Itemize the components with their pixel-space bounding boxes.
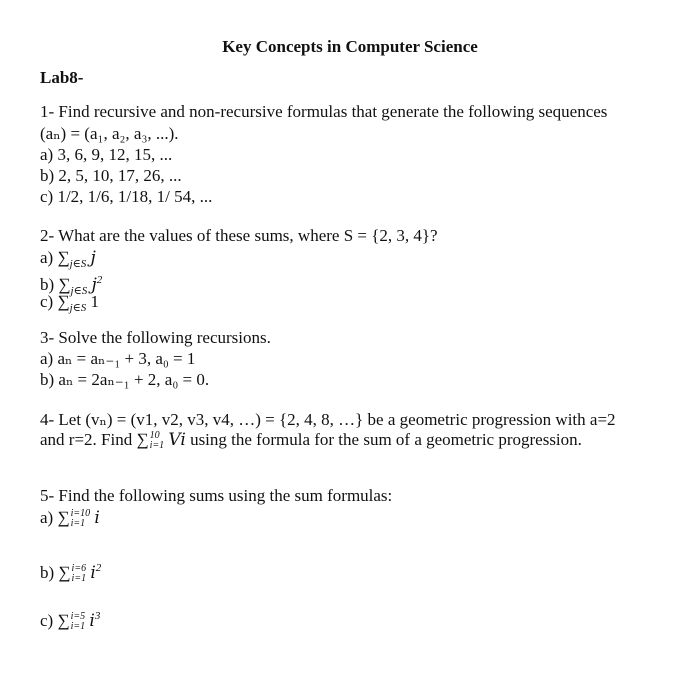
q5-b-lower: i=1 <box>71 573 87 585</box>
q4-lower-limit: i=1 <box>149 440 165 452</box>
sigma-symbol: ∑ <box>58 563 71 582</box>
sigma-symbol: ∑ <box>136 430 149 449</box>
q2-item-c <box>40 292 99 318</box>
q2-c-expression: 1 <box>90 292 100 311</box>
q4-line-1: 4- Let (vₙ) = (v1, v2, v3, v4, …) = {2, 4, 8, …} be a geometric progression with a=2 <box>40 410 616 429</box>
q1-text: 1- Find recursive and non-recursive formulas that generate the following sequences <box>40 102 608 121</box>
q5-a-lower: i=1 <box>70 518 86 530</box>
q4-expression: Vi <box>168 430 186 450</box>
q1-item-a: a) 3, 6, 9, 12, 15, ... <box>40 145 173 164</box>
q5-a-label: a) <box>40 508 54 527</box>
q1-sequence: (aₙ) = (a₁, a₂, a₃, ...). <box>40 124 179 143</box>
q5-c-label: c) <box>40 611 54 630</box>
q2-a-label: a) <box>40 248 54 267</box>
q2-b-expression: j <box>91 275 97 295</box>
q4-upper-limit: 10 <box>149 430 160 442</box>
q3-item-b: b) aₙ = 2aₙ₋₁ + 2, a₀ = 0. <box>40 370 210 389</box>
sigma-symbol: ∑ <box>57 292 70 311</box>
q5-b-limits <box>72 564 87 584</box>
q5-c-lower: i=1 <box>70 621 86 633</box>
q5-item-c <box>40 606 100 632</box>
q5-b-label: b) <box>40 563 55 582</box>
q2-text: 2- What are the values of these sums, where S = {2, 3, 4}? <box>40 226 438 245</box>
q4-line-2 <box>40 430 582 451</box>
q5-a-limits <box>71 509 91 529</box>
sigma-symbol: ∑ <box>57 248 70 267</box>
q5-a-upper: i=10 <box>70 508 91 520</box>
q2-c-subscript: j∈S <box>69 302 87 314</box>
q5-b-exponent: 2 <box>95 562 102 574</box>
q4-line-2-pre: and r=2. Find <box>40 430 133 449</box>
q1-item-b: b) 2, 5, 10, 17, 26, ... <box>40 166 182 185</box>
q5-b-expression: i <box>90 563 96 583</box>
q4-sum-limits <box>150 431 165 451</box>
q5-b-upper: i=6 <box>71 563 87 575</box>
q4-line-2-post: using the formula for the sum of a geometric progression. <box>190 430 582 449</box>
lab-heading: Lab8- <box>40 68 84 87</box>
sigma-symbol: ∑ <box>57 508 70 527</box>
q5-c-expression: i <box>89 611 95 631</box>
q2-c-label: c) <box>40 292 54 311</box>
q2-a-expression: j <box>90 248 96 268</box>
sigma-symbol: ∑ <box>57 611 70 630</box>
q1-item-c: c) 1/2, 1/6, 1/18, 1/ 54, ... <box>40 187 213 206</box>
q5-a-expression: i <box>94 508 100 528</box>
q3-item-a: a) aₙ = aₙ₋₁ + 3, a₀ = 1 <box>40 349 196 368</box>
q5-c-upper: i=5 <box>70 611 86 623</box>
q5-item-b <box>40 558 101 584</box>
q2-a-subscript: j∈S <box>69 258 87 270</box>
page-title: Key Concepts in Computer Science <box>222 37 478 56</box>
q2-b-label: b) <box>40 275 55 294</box>
q2-b-exponent: 2 <box>96 274 103 286</box>
q2-b-subscript: j∈S <box>70 285 88 297</box>
q5-text: 5- Find the following sums using the sum formulas: <box>40 486 393 505</box>
q5-c-exponent: 3 <box>94 610 101 622</box>
q5-c-limits <box>71 612 86 632</box>
q5-item-a <box>40 508 100 529</box>
sigma-symbol: ∑ <box>58 275 71 294</box>
q3-text: 3- Solve the following recursions. <box>40 328 271 347</box>
